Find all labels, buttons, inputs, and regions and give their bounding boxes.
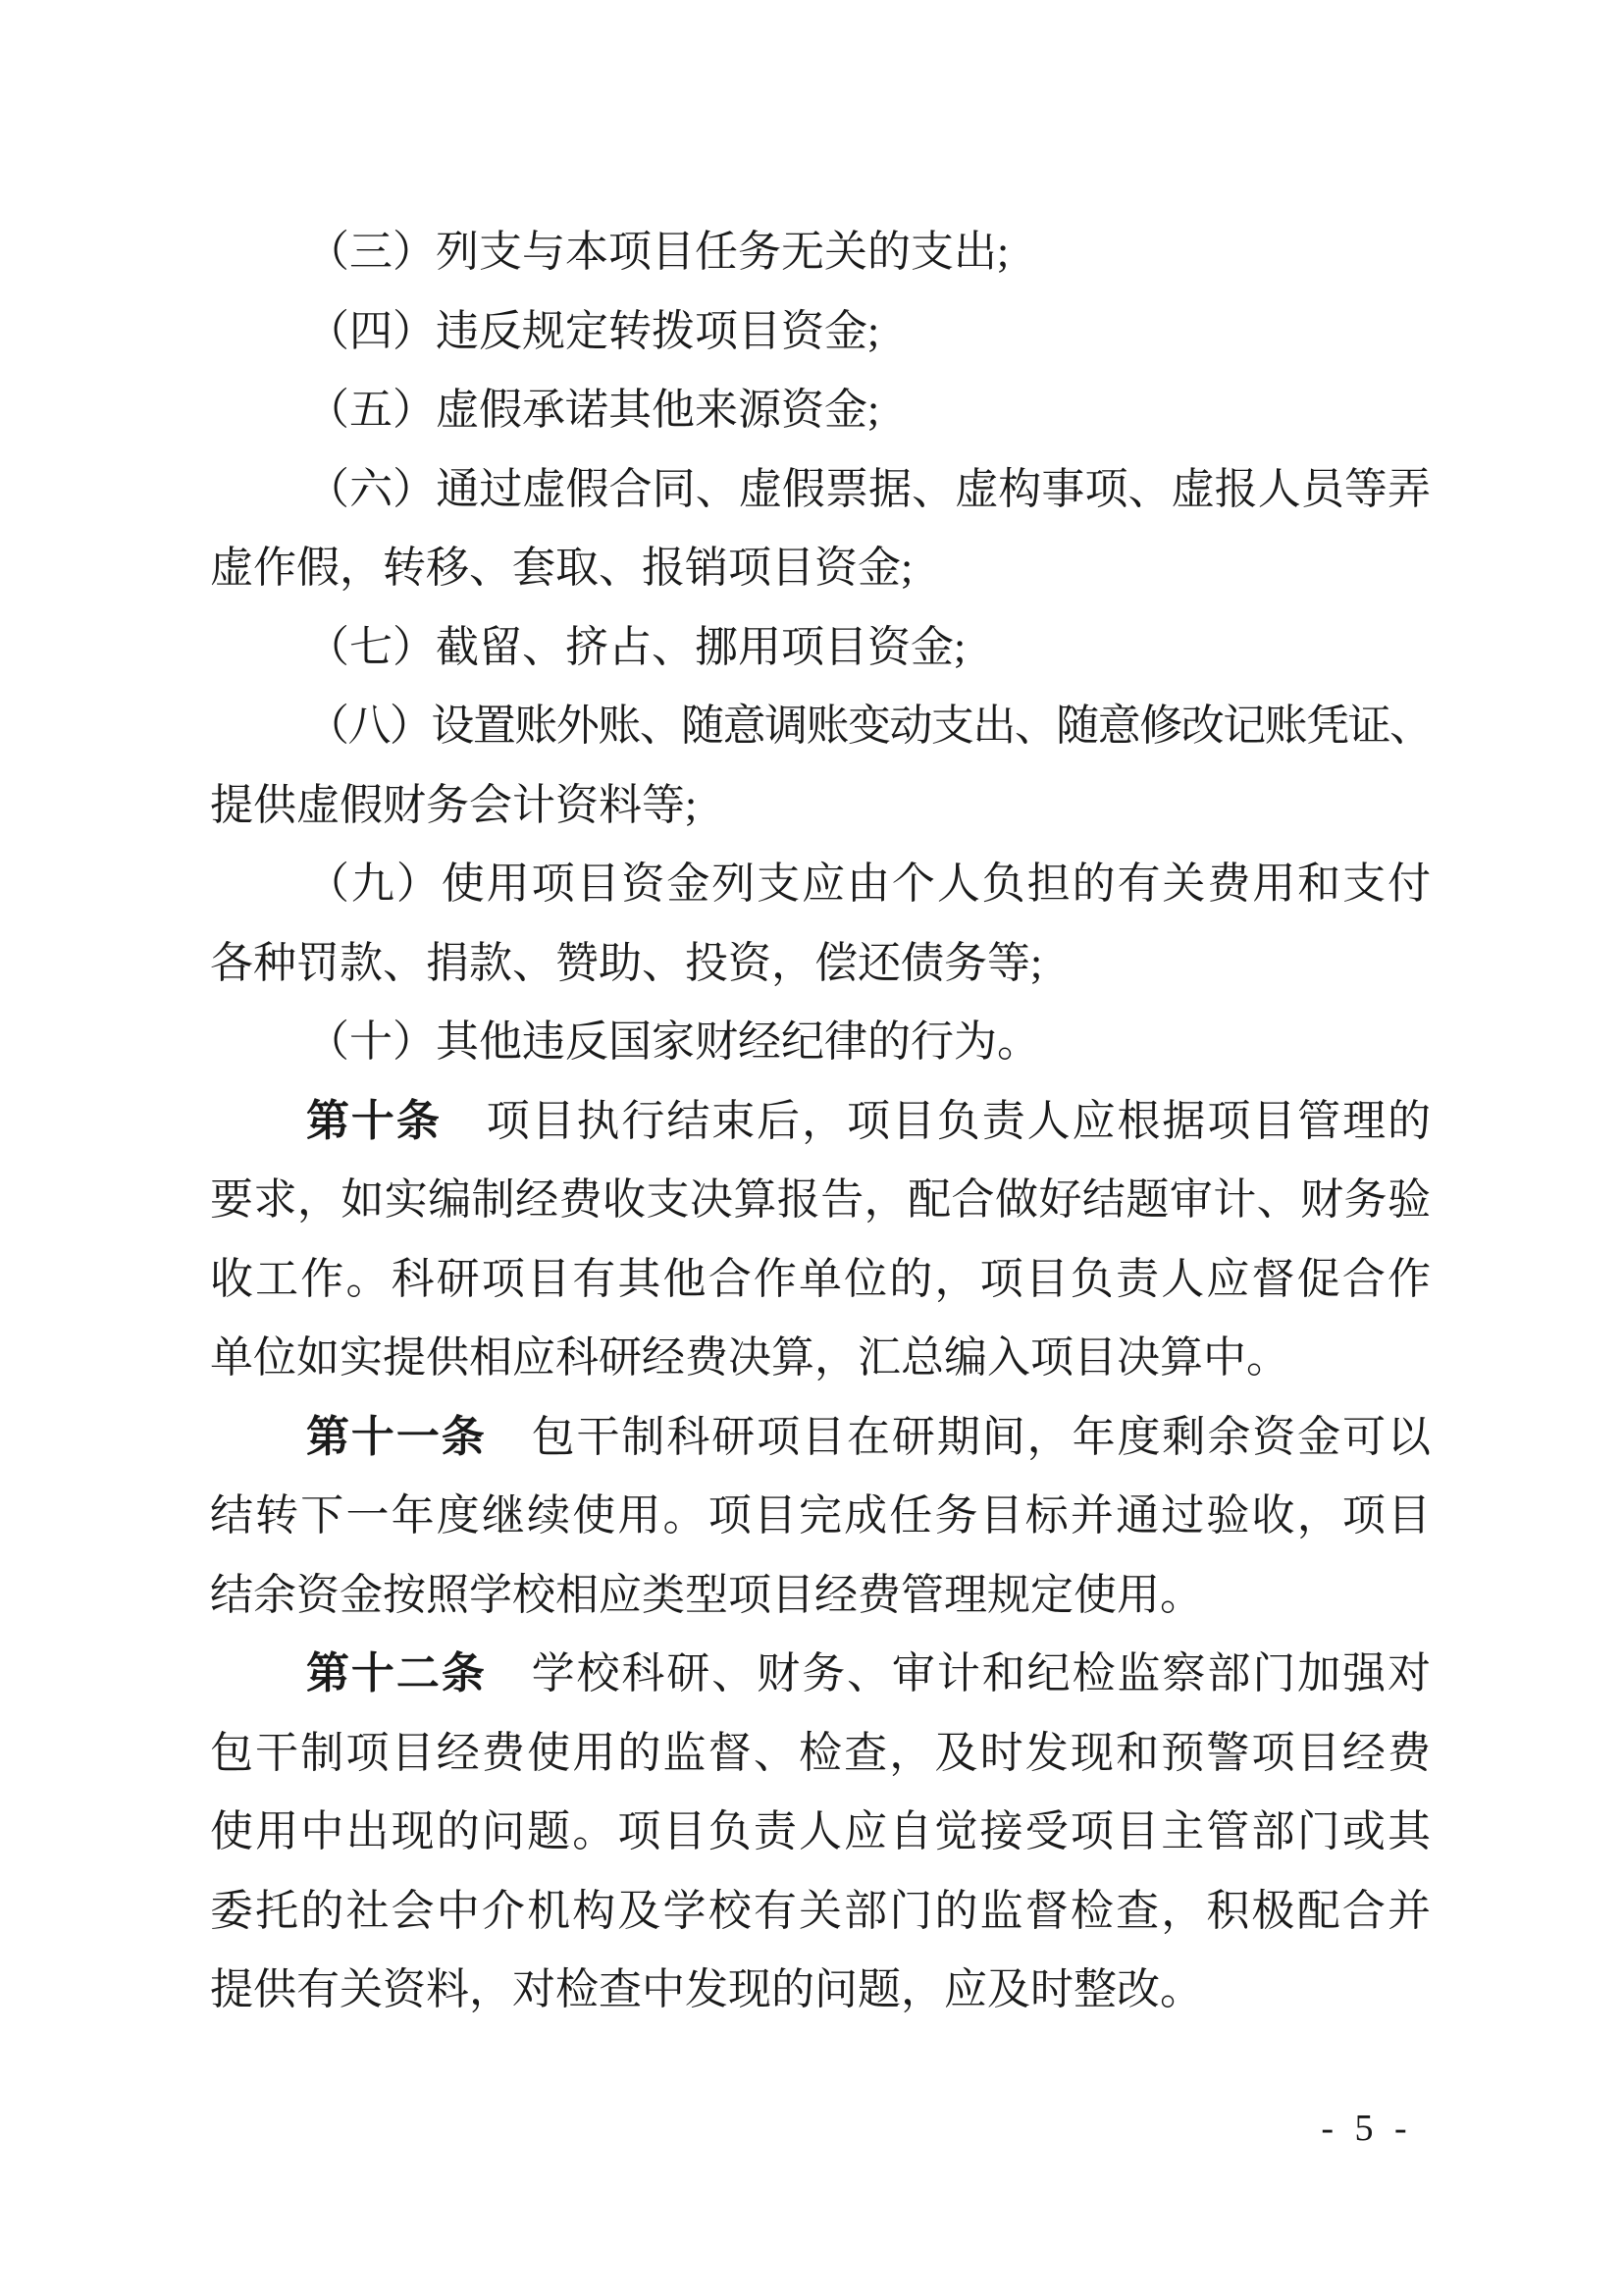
text-line-item-4: [210, 292, 1431, 372]
line-text: 使用中出现的问题。项目负责人应自觉接受项目主管部门或其: [210, 1807, 1431, 1855]
line-text: 学校科研、财务、审计和纪检监察部门加强对: [486, 1649, 1431, 1697]
text-line-article-10-cont3: [210, 1319, 1431, 1398]
article-number: 第十二条: [306, 1649, 487, 1697]
text-line-item-10: [210, 1003, 1431, 1082]
text-line-article-11: [210, 1398, 1431, 1478]
line-text: （六）通过虚假合同、虚假票据、虚构事项、虚报人员等弄: [306, 464, 1431, 513]
line-text: （十）其他违反国家财经纪律的行为。: [306, 1018, 1040, 1066]
text-line-item-8-cont: [210, 766, 1431, 846]
line-text: 虚作假，转移、套取、报销项目资金;: [210, 544, 914, 592]
text-line-article-12: [210, 1635, 1431, 1714]
line-text: 结转下一年度继续使用。项目完成任务目标并通过验收，项目: [210, 1491, 1431, 1539]
line-text: （九）使用项目资金列支应由个人负担的有关费用和支付: [306, 860, 1431, 908]
line-text: 包干制科研项目在研期间，年度剩余资金可以: [486, 1412, 1431, 1461]
text-line-item-3: [210, 213, 1431, 292]
text-line-article-12-cont3: [210, 1872, 1431, 1952]
line-text: 委托的社会中介机构及学校有关部门的监督检查，积极配合并: [210, 1886, 1431, 1935]
line-text: 提供有关资料，对检查中发现的问题，应及时整改。: [210, 1965, 1203, 2013]
document-body-text: [210, 213, 1431, 2030]
text-line-article-12-cont4: [210, 1951, 1431, 2030]
text-line-article-12-cont2: [210, 1793, 1431, 1872]
text-line-article-11-cont1: [210, 1477, 1431, 1556]
line-text: （四）违反规定转拨项目资金;: [306, 306, 880, 355]
text-line-article-12-cont1: [210, 1714, 1431, 1794]
text-line-item-9-cont: [210, 924, 1431, 1004]
text-line-article-10-cont1: [210, 1161, 1431, 1240]
line-text: 提供虚假财务会计资料等;: [210, 780, 698, 829]
line-text: 项目执行结束后，项目负责人应根据项目管理的: [441, 1096, 1431, 1145]
text-line-item-7: [210, 608, 1431, 688]
line-text: 要求，如实编制经费收支决算报告，配合做好结题审计、财务验: [210, 1175, 1431, 1224]
text-line-article-11-cont2: [210, 1556, 1431, 1636]
text-line-article-10-cont2: [210, 1240, 1431, 1320]
line-text: （七）截留、挤占、挪用项目资金;: [306, 622, 967, 671]
line-text: 单位如实提供相应科研经费决算，汇总编入项目决算中。: [210, 1333, 1289, 1382]
text-line-item-6: [210, 450, 1431, 530]
text-line-item-8: [210, 687, 1431, 766]
article-number: 第十条: [306, 1096, 442, 1145]
article-number: 第十一条: [306, 1412, 487, 1461]
line-text: 结余资金按照学校相应类型项目经费管理规定使用。: [210, 1570, 1203, 1619]
text-line-article-10: [210, 1082, 1431, 1162]
text-line-item-9: [210, 845, 1431, 924]
line-text: （三）列支与本项目任务无关的支出;: [306, 228, 1010, 276]
text-line-item-5: [210, 371, 1431, 450]
line-text: 收工作。科研项目有其他合作单位的，项目负责人应督促合作: [210, 1254, 1431, 1303]
line-text: （五）虚假承诺其他来源资金;: [306, 386, 880, 434]
page-number: - 5 -: [1321, 2108, 1413, 2149]
line-text: 各种罚款、捐款、赞助、投资，偿还债务等;: [210, 938, 1043, 987]
text-line-item-6-cont: [210, 529, 1431, 608]
line-text: （八）设置账外账、随意调账变动支出、随意修改记账凭证、: [306, 702, 1431, 750]
line-text: 包干制项目经费使用的监督、检查，及时发现和预警项目经费: [210, 1728, 1431, 1777]
